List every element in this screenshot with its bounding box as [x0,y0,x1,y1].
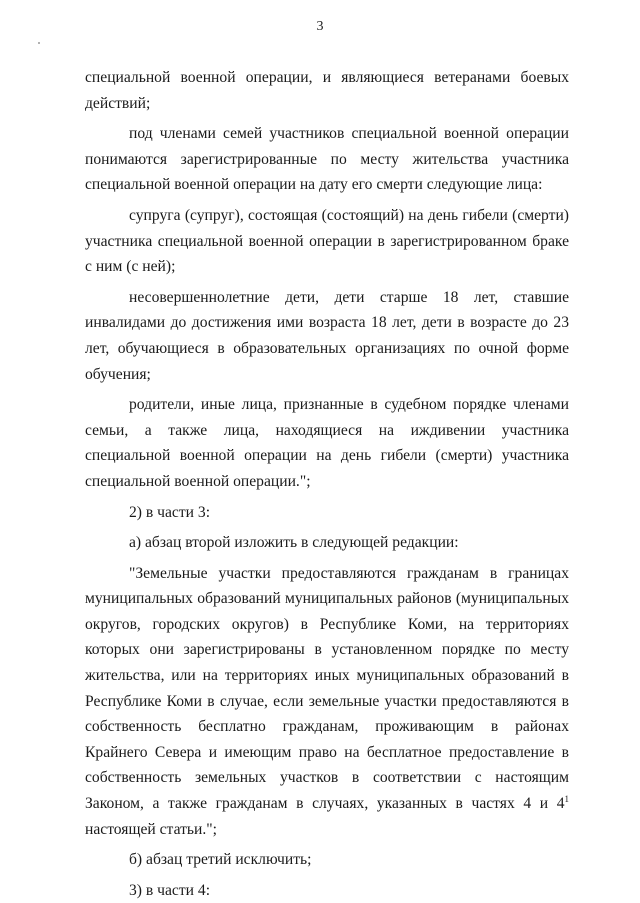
superscript-one: 1 [564,794,569,805]
paragraph-subitem-a: а) абзац второй изложить в следующей редакции: [129,534,459,552]
scan-speck [38,42,40,44]
paragraph-continuation: специальной военной операции, и являющиеся ветеранами боевых действий; [85,69,569,112]
paragraph-parents: родители, иные лица, признанные в судебном порядке членами семьи, а также лица, находящиеся на иждивении участника специальной военной операции на день гибели (смерти) участника специальной военной операции."; [85,396,569,490]
paragraph-part-3: 2) в части 3: [129,503,211,521]
paragraph-subitem-b: б) абзац третий исключить; [129,851,312,869]
paragraph-family-definition: под членами семей участников специальной военной операции понимаются зарегистрированные по месту жительства участника специальной военной операции на дату его смерти следующие лица: [85,125,569,194]
page-number: 3 [316,19,324,34]
paragraph-children: несовершеннолетние дети, дети старше 18 лет, ставшие инвалидами до достижения ими возраста 18 лет, дети в возрасте до 23 лет, обучающиеся в образовательных организациях по очной форме обучения; [85,288,569,383]
paragraph-spouse: супруга (супруг), состоящая (состоящий) на день гибели (смерти) участника специальной военной операции в зарегистрированном браке с ним (с ней); [85,206,569,276]
land-plots-text: "Земельные участки предоставляются гражданам в границах муниципальных образований муниципальных районов (муниципальных округов, городских округов) в Республике Коми, на территориях которых они зарегистрированы в установленном порядке по месту жительства, или на территориях иных муниципальных образований в Республике Коми в случае, если земельные участки предоставляются в собственность бесплатно гражданам, проживающим в районах Крайнего Севера и имеющим право на бесплатное предоставление в собственность земельных участков в соответствии с настоящим Законом, а также гражданам в случаях, указанных в частях 4 и 4 [85,564,569,813]
land-plots-tail: настоящей статьи."; [85,820,217,838]
paragraph-land-plots [85,561,569,843]
paragraph-part-4: 3) в части 4: [129,881,211,899]
document-body [85,65,569,903]
